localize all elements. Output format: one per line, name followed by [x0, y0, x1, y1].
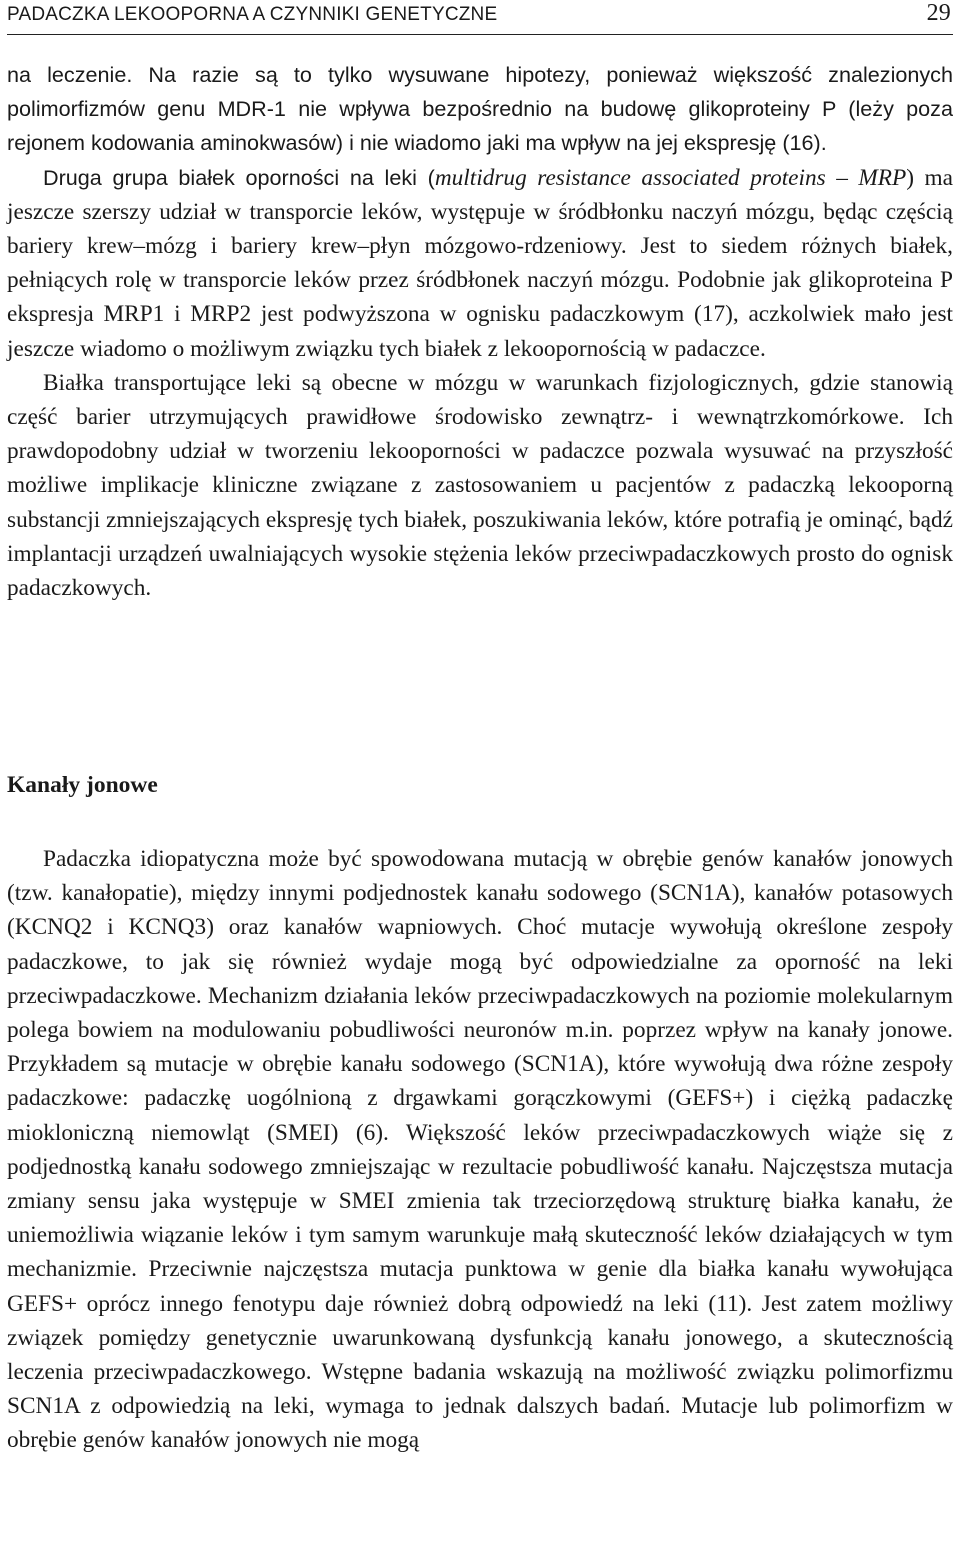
paragraph-2-lead: Druga grupa białek oporności na leki ( — [43, 164, 435, 190]
section-paragraph: Padaczka idiopatyczna może być spowodowana mutacją w obrębie genów kanałów jonowych (tzw. kanałopatie), między innymi podjednostek kanału sodowego (SCN1A), kanałów potasowych (KCNQ2 i KCNQ3) oraz kanałów wapniowych. Choć mutacje wywołują określone zespoły padaczkowe, to jak się również wydaje mogą być odpowiedzialne za oporność na leki przeciwpadaczkowe. Mechanizm działania leków przeciwpadaczkowych na poziomie molekularnym polega bowiem na modulowaniu pobudliwości neuronów m.in. poprzez wpływ na kanały jonowe. Przykładem są mutacje w obrębie kanału sodowego (SCN1A), które wywołują dwa różne zespoły padaczkowe: padaczkę uogólnioną z drgawkami gorączkowymi (GEFS+) i ciężką padaczkę miokloniczną niemowląt (SMEI) (6). Większość leków przeciwpadaczkowych wiąże się z podjednostką kanału sodowego zmniejszając w rezultacie pobudliwość kanału. Najczęstsza mutacja zmiany sensu jaka występuje w SMEI zmienia tak trzeciorzędową strukturę białka kanału, że uniemożliwia wiązanie leków i tym samym warunkuje małą skuteczność leków działających w tym mechanizmie. Przeciwnie najczęstsza mutacja punktowa w genie dla białka kanału wywołująca GEFS+ oprócz innego fenotypu daje również dobrą odpowiedź na leki (11). Jest zatem możliwy związek pomiędzy genetycznie uwarunkowaną dysfunkcją kanału jonowego, a skutecznością leczenia przeciwpadaczkowego. Wstępne badania wskazują na możliwość związku polimorfizmu SCN1A z odpowiedzią na leki, wymaga to jednak dalszych badań. Mutacje lub polimorfizm w obrębie genów kanałów jonowych nie mogą — [7, 846, 953, 1454]
page-body — [7, 58, 953, 1454]
section-heading: Kanały jonowe — [7, 772, 158, 798]
paragraph-2-rest: ) ma jeszcze szerszy udział w transporcie leków, występuje w śródbłonku naczyń mózgu, będąc częścią bariery krew–mózg i bariery krew–płyn mózgowo-rdzeniowy. Jest to siedem różnych białek, pełniących rolę w transporcie leków przez śródbłonek naczyń mózgu. Podobnie jak glikoproteina P ekspresja MRP1 i MRP2 jest podwyższona w ognisku padaczkowym (17), aczkolwiek mało jest jeszcze wiadomo o możliwym związku tych białek z lekoopornością w padaczce. — [7, 164, 953, 362]
section-body — [7, 842, 953, 1458]
paragraph-1: na leczenie. Na razie są to tylko wysuwane hipotezy, ponieważ większość znalezionych polimorfizmów genu MDR-1 nie wpływa bezpośrednio na budowę glikoproteiny P (leży poza rejonem kodowania aminokwasów) i nie wiadomo jaki ma wpływ na jej ekspresję (16). — [7, 62, 953, 156]
running-header — [7, 0, 953, 35]
paragraph-2-italic-abbrev: MRP — [858, 164, 907, 191]
paragraph-2 — [7, 161, 953, 366]
paragraph-2-italic-term: multidrug resistance associated proteins — [434, 164, 826, 191]
running-title: PADACZKA LEKOOPORNA A CZYNNIKI GENETYCZNE — [7, 4, 498, 25]
page-number: 29 — [926, 0, 951, 26]
paragraph-2-dash: – — [825, 164, 859, 191]
paragraph-3: Białka transportujące leki są obecne w mózgu w warunkach fizjologicznych, gdzie stanowią część barier utrzymujących prawidłowe środowisko zewnątrz- i wewnątrzkomórkowe. Ich prawdopodobny udział w tworzeniu lekooporności w padaczce pozwala wysuwać na przyszłość możliwe implikacje kliniczne związane z zastosowaniem u pacjentów z padaczką lekooporną substancji zmniejszających ekspresję tych białek, poszukiwania leków, które potrafią je ominąć, bądź implantacji urządzeń uwalniających wysokie stężenia leków przeciwpadaczkowych prosto do ognisk padaczkowych. — [7, 369, 953, 602]
